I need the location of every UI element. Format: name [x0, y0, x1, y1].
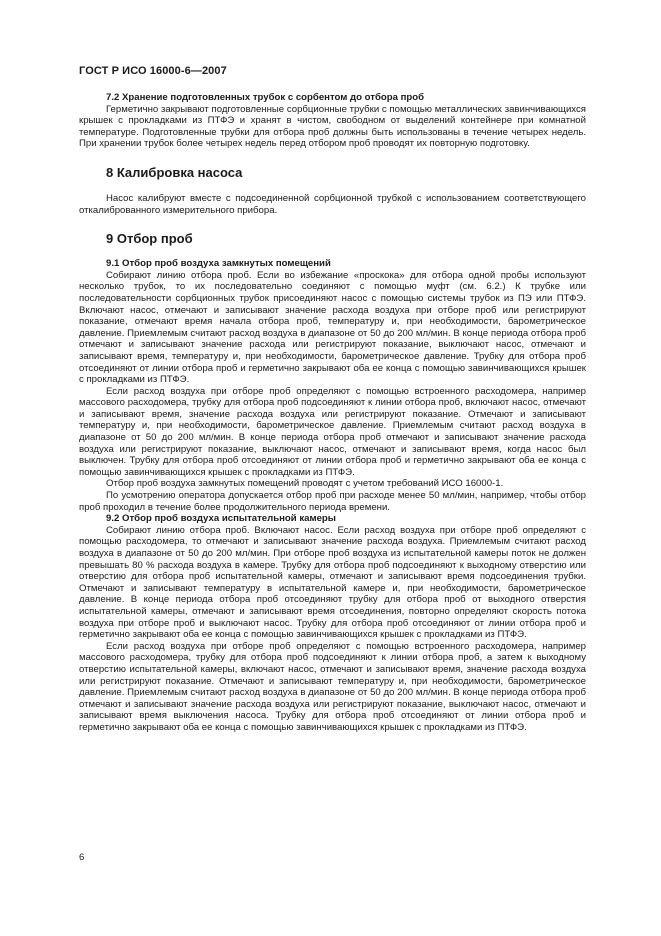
subsection-9-1-paragraph-1: Собирают линию отбора проб. Если во избежание «проскока» для отбора одной пробы используют несколько трубок, то их последовательно соединяют с помощью муфт (см. 6.2.) К трубке или последовательности сорбционных трубок присоединяют насос с помощью системы трубок из ПЭ или ПТФЭ. Включают насос, отмечают и записывают значение расхода воздуха при отборе проб или регистрируют показание, отмечают время начала отбора проб, температуру и, при необходимости, барометрическое давление. Приемлемым считают расход воздуха в диапазоне от 50 до 200 мл/мин. В конце периода отбора проб отмечают и записывают значение расхода или регистрируют показание, выключают насос, отмечают и записывают время, температуру и, при необходимости, барометрическое давление. Трубку для отбора проб отсоединяют от линии отбора проб и герметично закрывают оба ее конца с помощью завинчивающихся крышек с прокладками из ПТФЭ. — [79, 269, 586, 386]
section-8-paragraph: Насос калибруют вместе с подсоединенной сорбционной трубкой с использованием соответствующего откалиброванного измерительного прибора. — [79, 192, 586, 216]
page-number: 6 — [79, 852, 85, 863]
subsection-9-1-paragraph-3: Отбор проб воздуха замкнутых помещений проводят с учетом требований ИСО 16000-1. — [106, 478, 504, 490]
section-9-title: 9 Отбор проб — [106, 231, 193, 247]
subsection-7-2-paragraph: Герметично закрывают подготовленные сорбционные трубки с помощью металлических завинчивающихся крышек с прокладками из ПТФЭ и хранят в чистом, свободном от выделений контейнере при комнатной температуре. Подготовленные трубки для отбора проб должны быть использованы в течение четырех недель. При хранении трубок более четырех недель перед отбором проб проводят их повторную подготовку. — [79, 103, 586, 150]
subsection-9-2-paragraph-1: Собирают линию отбора проб. Включают насос. Если расход воздуха при отборе проб определяют с помощью расходомера, то отмечают и записывают значение расхода воздуха. Приемлемым считают расход воздуха в диапазоне от 50 до 200 мл/мин. При отборе проб воздуха из испытательной камеры поток не должен превышать 80 % расхода воздуха в камере. Трубку для отбора проб подсоединяют к выходному отверстию или отверстию для отбора проб испытательной камеры, отмечают и записывают время подсоединения трубки. Отмечают и записывают температуру в испытательной камере и, при необходимости, барометрическое давление. В конце периода отбора проб отсоединяют трубку для отбора проб от выходного отверстия испытательной камеры, отмечают и записывают время отсоединения, повторно определяют скорость потока воздуха при отборе проб и выключают насос. Трубку для отбора проб отсоединяют от линии отбора проб и герметично закрывают оба ее конца с помощью завинчивающихся крышек с прокладками из ПТФЭ. — [79, 524, 586, 641]
subsection-9-1-title: 9.1 Отбор проб воздуха замкнутых помещений — [106, 258, 331, 270]
subsection-7-2-title: 7.2 Хранение подготовленных трубок с сорбентом до отбора проб — [106, 92, 425, 103]
subsection-9-1-paragraph-2: Если расход воздуха при отборе проб определяют с помощью встроенного расходомера, например массового расходомера, трубку для отбора проб подсоединяют к линии отбора проб, включают насос, отмечают и записывают время, значение расхода воздуха или регистрируют показание. Отмечают и записывают температуру и, при необходимости, барометрическое давление. Приемлемым считают расход воздуха в диапазоне от 50 до 200 мл/мин. В конце периода отбора проб отмечают и записывают значение расхода воздуха или регистрируют показание, выключают насос, отмечают и записывают время, когда насос был выключен. Трубку для отбора проб отсоединяют от линии отбора проб и герметично закрывают оба ее конца с помощью завинчивающихся крышек с прокладками из ПТФЭ. — [79, 385, 586, 478]
document-header: ГОСТ Р ИСО 16000-6—2007 — [79, 65, 227, 77]
page-body — [79, 92, 586, 734]
section-8-title: 8 Калибровка насоса — [106, 164, 243, 180]
subsection-9-2-paragraph-2: Если расход воздуха при отборе проб определяют с помощью встроенного расходомера, например массового расходомера, трубку для отбора проб подсоединяют к линии отбора проб, а затем к выходному отверстию испытательной камеры, включают насос, отмечают и записывают время, значение расхода воздуха или регистрируют показание. Отмечают и записывают температуру и, при необходимости, барометрическое давление. Приемлемым считают расход воздуха в диапазоне от 50 до 200 мл/мин. В конце периода отбора проб отмечают и записывают значение расхода воздуха или регистрируют показание, выключают насос, отмечают и записывают время выключения насоса. Трубку для отбора проб отсоединяют от линии отбора проб и герметично закрывают оба ее конца с помощью завинчивающихся крышек с прокладками из ПТФЭ. — [79, 640, 586, 733]
subsection-9-1-paragraph-4: По усмотрению оператора допускается отбор проб при расходе менее 50 мл/мин, например, чтобы отбор проб проходил в течение более продолжительного периода времени. — [79, 490, 586, 513]
subsection-9-2-title: 9.2 Отбор проб воздуха испытательной камеры — [106, 513, 336, 525]
